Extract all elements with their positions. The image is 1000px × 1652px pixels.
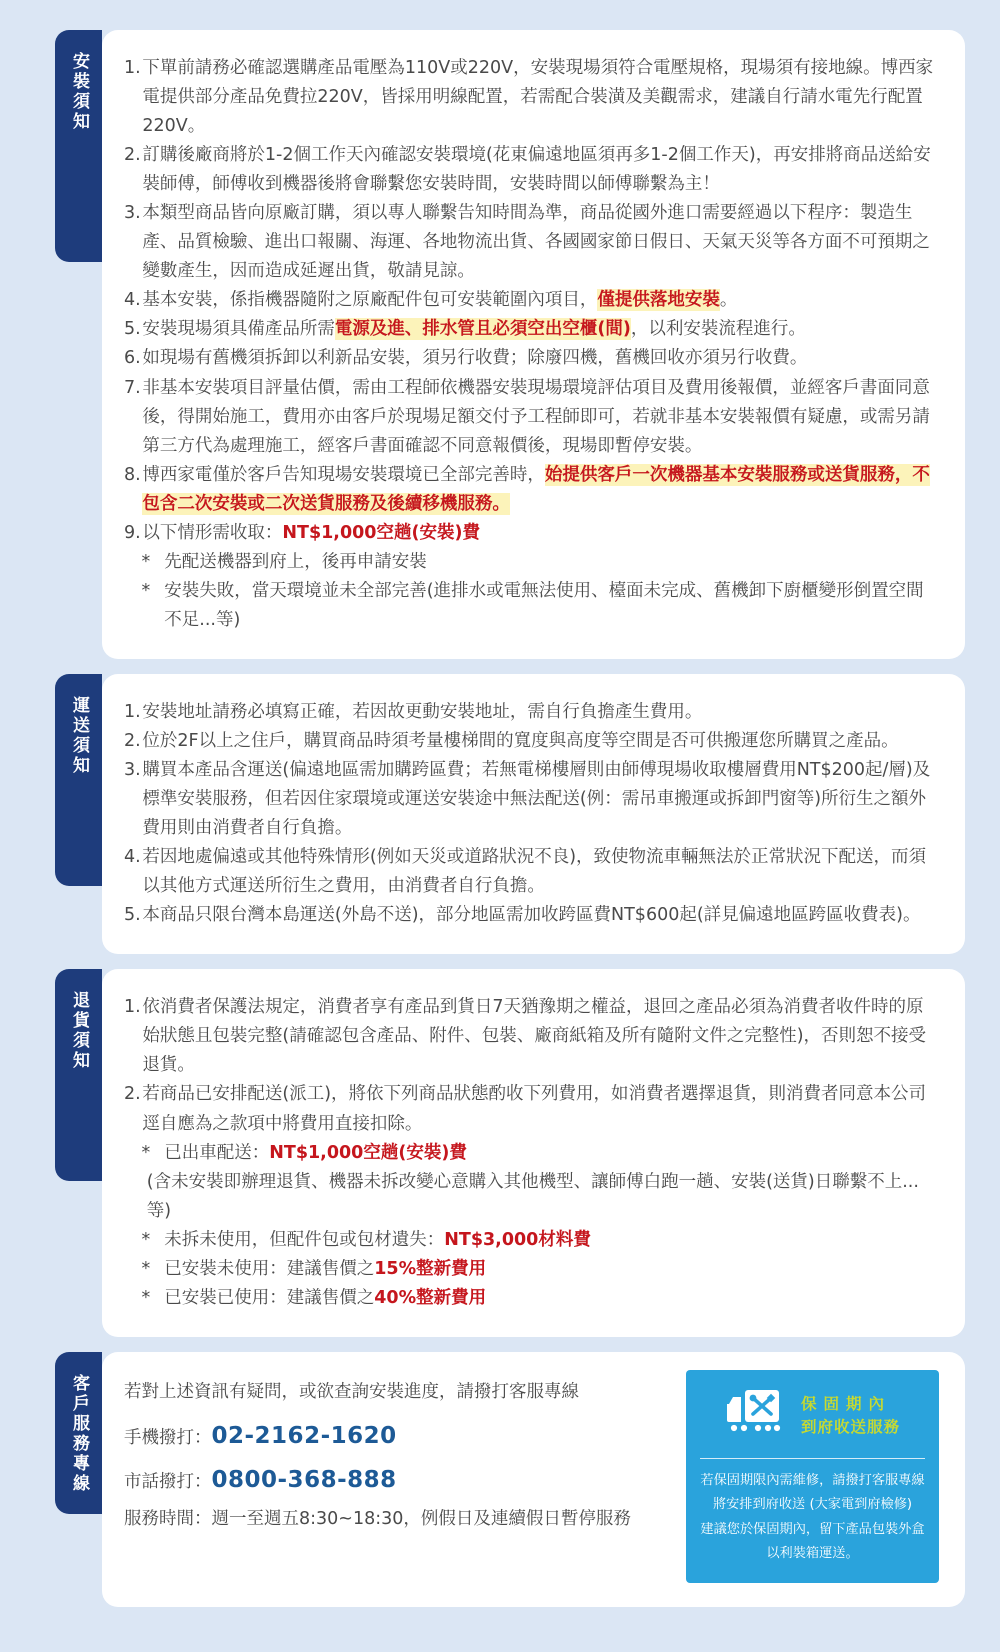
notice-item: 2. 訂購後廠商將於1-2個工作天內確認安裝環境(花東偏遠地區須再多1-2個工作天)，再安排將商品送給安裝師傅，師傅收到機器後將會聯繫您安裝時間，安裝時間以師傅聯繫為主！ <box>124 145 931 195</box>
tab-install-notice <box>55 30 102 262</box>
notice-item: 5. 安裝現場須具備產品所需電源及進、排水管且必須空出空櫃(間)，以利安裝流程進行。 <box>124 319 806 340</box>
warranty-box-body <box>698 1469 927 1567</box>
notice-item: 2. 若商品已安排配送(派工)，將依下列商品狀態酌收下列費用，如消費者選擇退貨，則消費者同意本公司逕自應為之款項中將費用直接扣除。 <box>124 1084 927 1134</box>
notice-item: * 先配送機器到府上，後再申請安裝 <box>141 551 427 572</box>
notice-item: * 已出車配送：NT$1,000空趟(安裝)費 <box>141 1142 467 1163</box>
notice-item: 4. 若因地處偏遠或其他特殊情形(例如天災或道路狀況不良)，致使物流車輛無法於正常狀況下配送，而須以其他方式運送所衍生之費用，由消費者自行負擔。 <box>124 847 927 897</box>
notice-item: * 已安裝已使用：建議售價之40%整新費用 <box>141 1287 487 1308</box>
tab-return-notice-label: 退貨須知 <box>69 991 89 1072</box>
notice-item: * 安裝失敗，當天環境並未全部完善(進排水或電無法使用、檯面未完成、舊機卸下廚櫃變形倒置空間不足...等) <box>141 580 924 630</box>
notice-item: 1. 依消費者保護法規定，消費者享有產品到貨日7天猶豫期之權益，退回之產品必須為消費者收件時的原始狀態且包裝完整(請確認包含產品、附件、包裝、廠商紙箱及所有隨附文件之完整性)，否則恕不接受退貨。 <box>124 997 927 1076</box>
notice-item: 3. 購買本產品含運送(偏遠地區需加購跨區費；若無電梯樓層則由師傅現場收取樓層費用NT$200起/層)及標準安裝服務，但若因住家環境或運送安裝途中無法配送(例：需吊車搬運或拆卸門窗等)所衍生之額外費用則由消費者自行負擔。 <box>124 760 931 839</box>
customer-service-box <box>102 1352 965 1607</box>
tab-customer-service <box>55 1352 102 1514</box>
tab-shipping-notice <box>55 674 102 886</box>
service-hours-row <box>124 1505 662 1534</box>
landline-phone-label: 市話撥打： <box>124 1472 212 1493</box>
customer-service-section <box>55 1352 965 1607</box>
notice-item: 8. 博西家電僅於客戶告知現場安裝環境已全部完善時，始提供客戶一次機器基本安裝服務或送貨服務，不包含二次安裝或二次送貨服務及後續移機服務。 <box>124 464 930 514</box>
install-notice-box <box>102 30 965 659</box>
tab-return-notice <box>55 969 102 1181</box>
notice-item: 1. 安裝地址請務必填寫正確，若因故更動安裝地址，需自行負擔產生費用。 <box>124 701 703 722</box>
warranty-box-header <box>698 1384 927 1446</box>
text-line: 將安排到府收送 (大家電到府檢修) <box>712 1497 913 1513</box>
notice-item: * 未拆未使用，但配件包或包材遺失：NT$3,000材料費 <box>141 1229 591 1250</box>
shipping-notice-section <box>55 674 965 954</box>
service-intro-text: 若對上述資訊有疑問，或欲查詢安裝進度，請撥打客服專線 <box>124 1381 579 1402</box>
warranty-box-title <box>801 1393 900 1440</box>
truck-with-tools-icon <box>725 1388 787 1444</box>
text-line: 以利裝箱運送。 <box>766 1546 859 1562</box>
notice-item: 7. 非基本安裝項目評量估價，需由工程師依機器安裝現場環境評估項目及費用後報價，並經客戶書面同意後，得開始施工，費用亦由客戶於現場足額交付予工程師即可，若就非基本安裝報價有疑慮，或需另請第三方代為處理施工，經客戶書面確認不同意報價後，現場即暫停安裝。 <box>124 377 930 456</box>
notice-item: 4. 基本安裝，係指機器隨附之原廠配件包可安裝範圍內項目，僅提供落地安裝。 <box>124 290 738 311</box>
notice-item: 3. 本類型商品皆向原廠訂購，須以專人聯繫告知時間為準，商品從國外進口需要經過以下程序：製造生產、品質檢驗、進出口報關、海運、各地物流出貨、各國國家節日假日、天氣天災等各方面不可預期之變數產生，因而造成延遲出貨，敬請見諒。 <box>124 203 930 282</box>
landline-phone-number: 0800-368-888 <box>211 1467 397 1494</box>
warranty-pickup-box <box>686 1370 939 1583</box>
notice-item: 6. 如現場有舊機須拆卸以利新品安裝，須另行收費；除廢四機，舊機回收亦須另行收費。 <box>124 348 808 369</box>
notice-item: 5. 本商品只限台灣本島運送(外島不送)，部分地區需加收跨區費NT$600起(詳見偏遠地區跨區收費表)。 <box>124 905 921 926</box>
service-hours-label: 服務時間： <box>124 1509 212 1530</box>
notice-item: 1. 下單前請務必確認選購產品電壓為110V或220V，安裝現場須符合電壓規格，現場須有接地線。博西家電提供部分產品免費拉220V，皆採用明線配置，若需配合裝潢及美觀需求，建議自行請水電先行配置220V。 <box>124 58 934 137</box>
shipping-notice-box <box>102 674 965 954</box>
mobile-phone-label: 手機撥打： <box>124 1427 212 1448</box>
tab-install-notice-label: 安裝須知 <box>69 52 89 132</box>
install-notice-section <box>55 30 965 659</box>
notice-item: 9. 以下情形需收取：NT$1,000空趟(安裝)費 <box>124 522 480 543</box>
tab-customer-service-label: 客戶服務專線 <box>69 1373 89 1494</box>
return-notice-box <box>102 969 965 1337</box>
text-line: 建議您於保固期內，留下產品包裝外盒 <box>700 1521 925 1537</box>
warranty-box-divider <box>700 1458 925 1459</box>
return-notice-section <box>55 969 965 1337</box>
notice-item: * 已安裝未使用：建議售價之15%整新費用 <box>141 1258 487 1279</box>
customer-service-info <box>124 1376 662 1583</box>
notice-item: (含未安裝即辦理退貨、機器未拆改變心意購入其他機型、讓師傅白跑一趟、安裝(送貨)日聯繫不上...等) <box>146 1171 919 1221</box>
tab-shipping-notice-label: 運送須知 <box>69 695 89 776</box>
mobile-phone-number: 02-2162-1620 <box>211 1422 397 1449</box>
warranty-title-line1: 保固期內 <box>800 1394 891 1413</box>
notice-item: 2. 位於2F以上之住戶，購買商品時須考量樓梯間的寬度與高度等空間是否可供搬運您所購買之產品。 <box>124 730 899 751</box>
landline-phone-row <box>124 1461 662 1499</box>
service-hours-value: 週一至週五8:30~18:30，例假日及連續假日暫停服務 <box>211 1509 631 1530</box>
mobile-phone-row <box>124 1417 662 1455</box>
warranty-title-line2: 到府收送服務 <box>800 1417 900 1436</box>
text-line: 若保固期限內需維修，請撥打客服專線 <box>700 1472 925 1488</box>
